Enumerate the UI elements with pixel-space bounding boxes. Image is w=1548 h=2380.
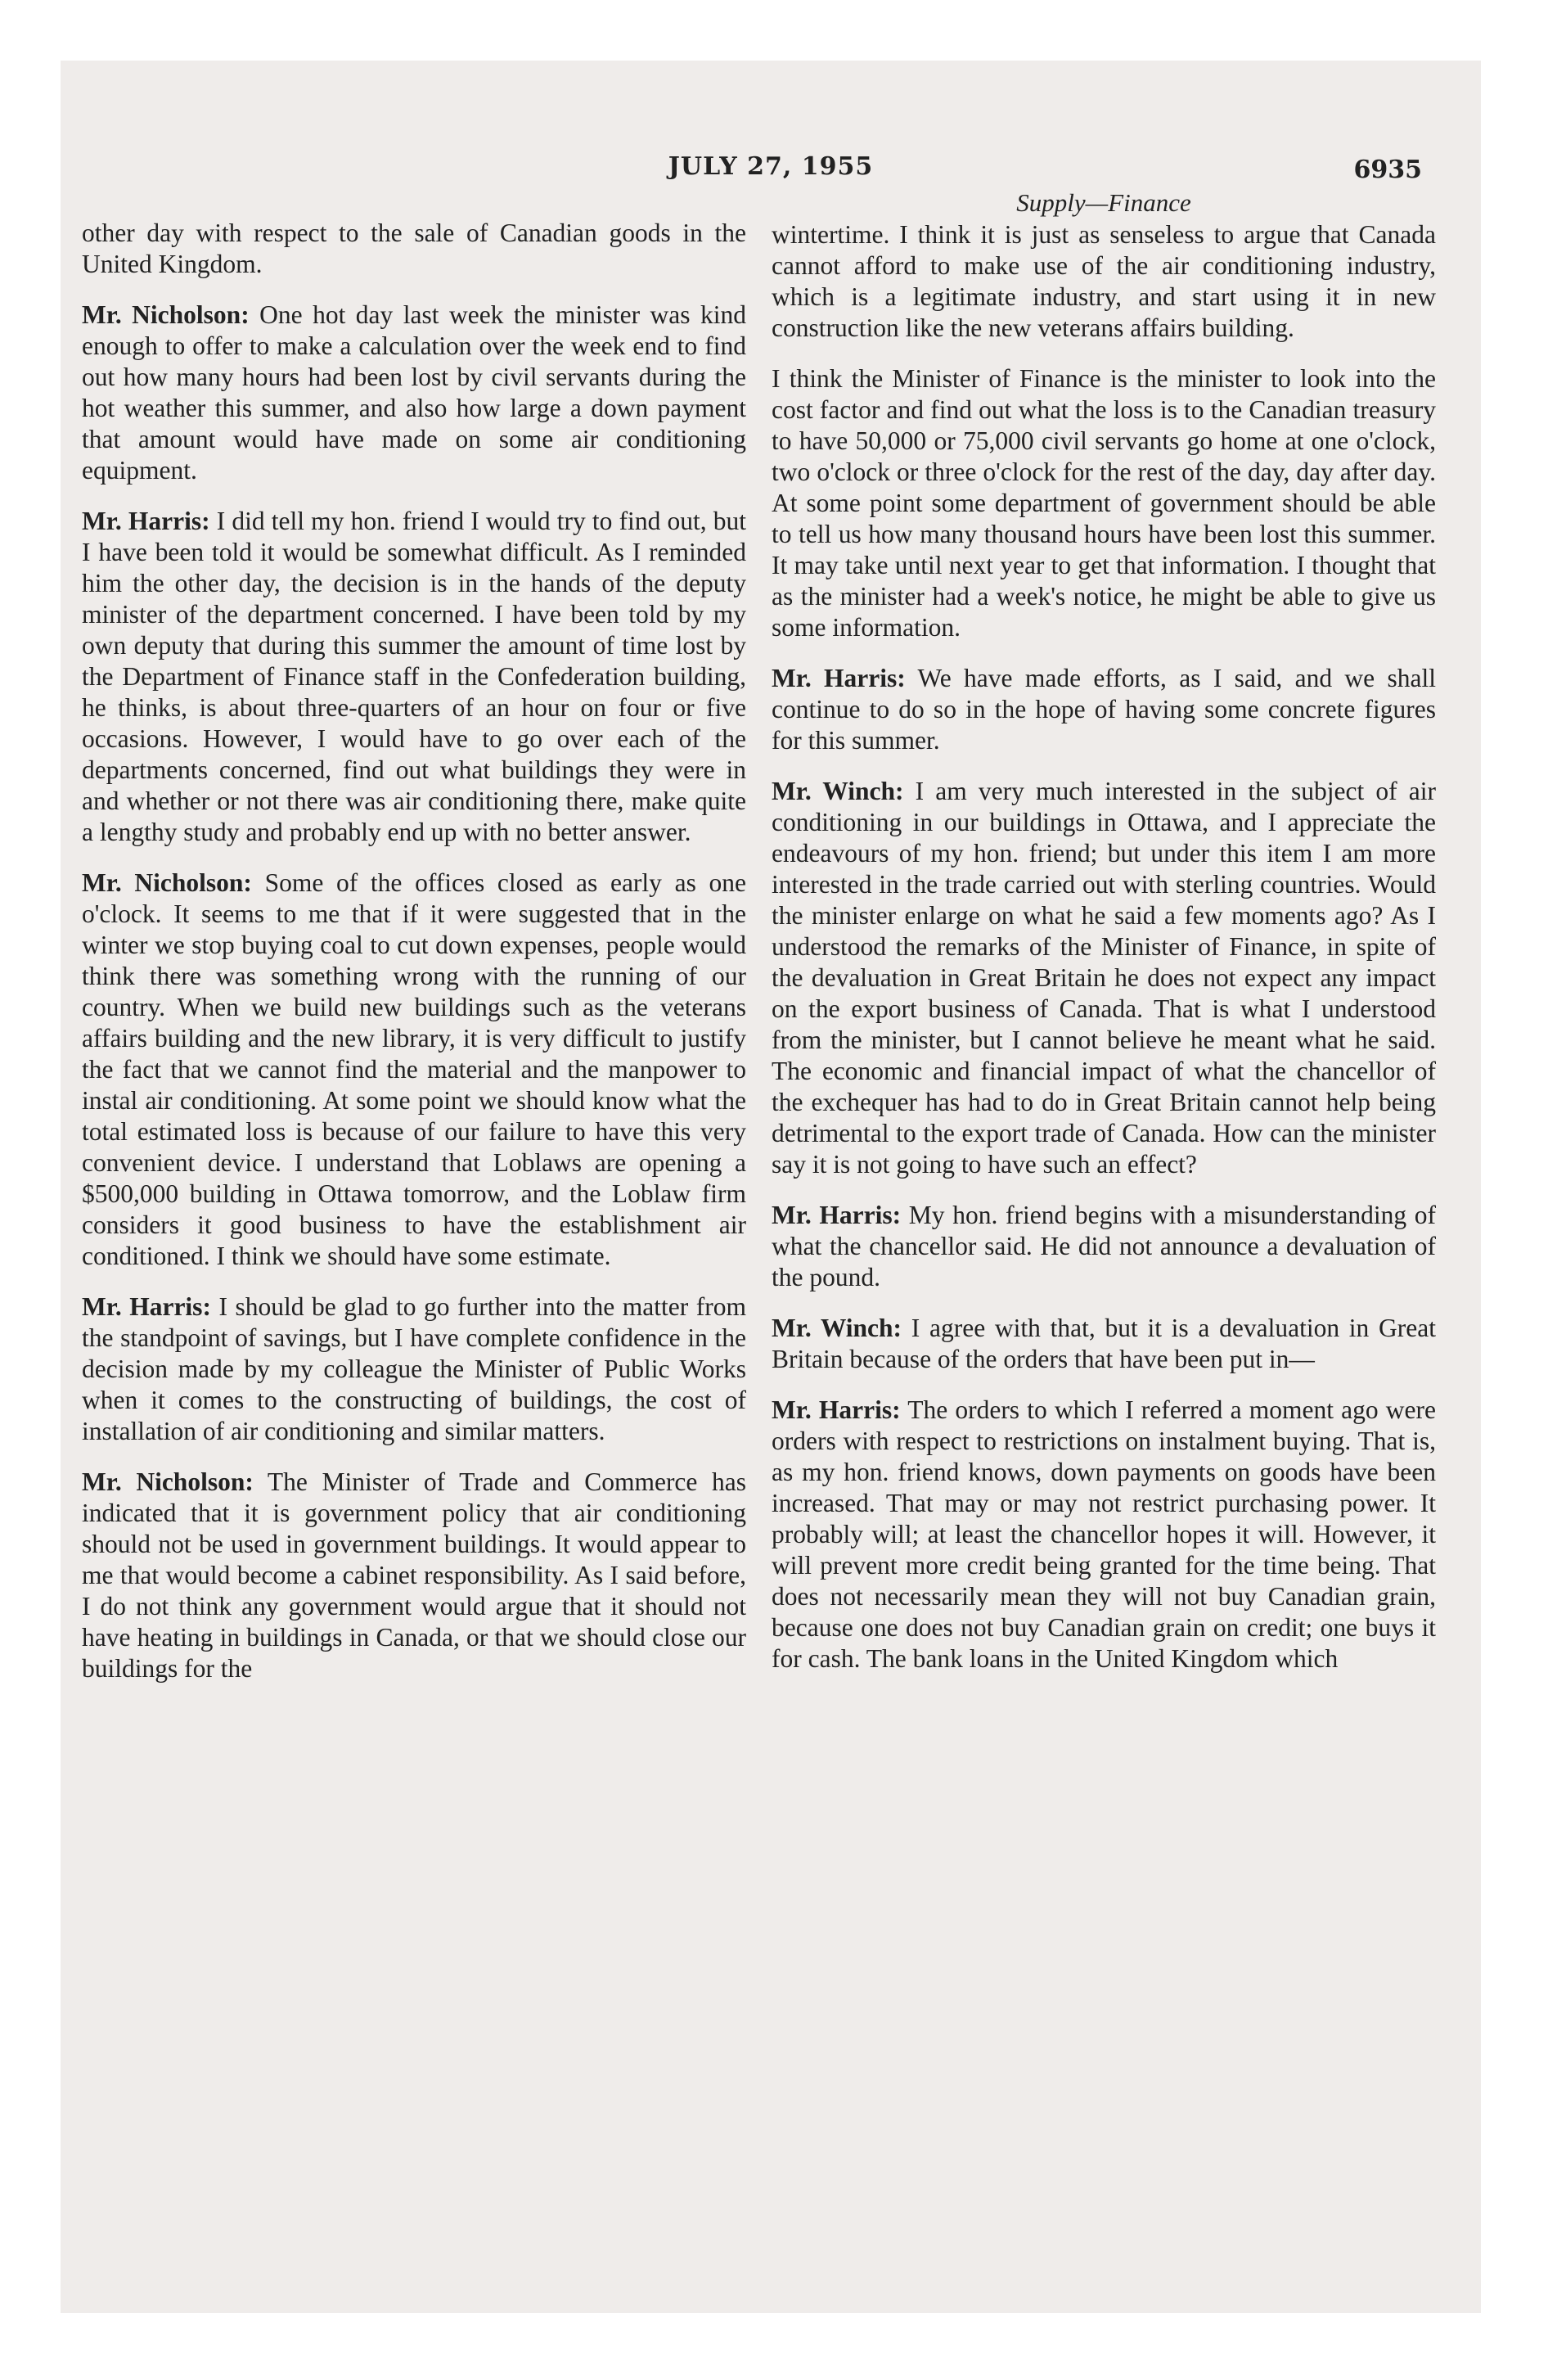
paragraph-text: We have made efforts, as I said, and we shall continue to do so in the hope of having some concrete figures for this summer. <box>772 664 1436 755</box>
paragraph-text: One hot day last week the minister was kind enough to offer to make a calculation over the week end to find out how many hours had been lost by civil servants during the hot weather this summer, and also how large a down payment that amount would have made on some air conditioning equipment. <box>82 300 746 485</box>
paragraph-text: I did tell my hon. friend I would try to find out, but I have been told it would be somewhat difficult. As I reminded him the other day, the decision is in the hands of the deputy minister of the department concerned. I have been told by my own deputy that during this summer the amount of time lost by the Department of Finance staff in the Confederation building, he thinks, is about three-quarters of an hour on four or five occasions. However, I would have to go over each of the departments concerned, find out what buildings they were in and whether or not there was air conditioning there, make quite a lengthy study and probably end up with no better answer. <box>82 507 747 846</box>
speaker-name: Mr. Nicholson: <box>82 300 250 329</box>
paragraph <box>772 363 1436 643</box>
page-date: JULY 27, 1955 <box>668 152 874 181</box>
speaker-name: Mr. Winch: <box>772 1314 902 1342</box>
paragraph-text: I am very much interested in the subject of air conditioning in our buildings in Ottawa, and I appreciate the endeavours of my hon. friend; but under this item I am more interested in the trade carried out with sterling countries. Would the minister enlarge on what he said a few moments ago? As I understood the remarks of the Minister of Finance, in spite of the devaluation in Great Britain he does not expect any impact on the export business of Canada. That is what I understood from the minister, but I cannot believe he meant what he said. The economic and financial impact of what the chancellor of the exchequer has had to do in Great Britain cannot help being detrimental to the export trade of Canada. How can the minister say it is not going to have such an effect? <box>772 777 1436 1179</box>
paragraph-text: I should be glad to go further into the matter from the standpoint of savings, but I have complete confidence in the decision made by my colleague the Minister of Public Works when it comes to the constructing of buildings, the cost of installation of air conditioning and similar matters. <box>82 1292 746 1445</box>
speaker-name: Mr. Harris: <box>82 507 210 535</box>
paragraph-text: The orders to which I referred a moment ago were orders with respect to restrictions on instalment buying. That is, as my hon. friend knows, down payments on goods have been increased. That may or may not restrict purchasing power. It probably will; at least the chancellor hopes it will. However, it will prevent more credit being granted for the time being. That does not necessarily mean they will not buy Canadian grain, because one does not buy Canadian grain on credit; one buys it for cash. The bank loans in the United Kingdom which <box>772 1395 1436 1673</box>
paragraph <box>82 1291 746 1447</box>
speaker-name: Mr. Nicholson: <box>82 1467 254 1496</box>
paragraph-text: wintertime. I think it is just as senseless to argue that Canada cannot afford to make use of the air conditioning industry, which is a legitimate industry, and start using it in new construction like the new veterans affairs building. <box>772 220 1436 342</box>
paragraph <box>82 218 746 280</box>
paragraph-text: My hon. friend begins with a misunderstanding of what the chancellor said. He did not announce a devaluation of the pound. <box>772 1201 1436 1291</box>
paragraph <box>772 1313 1436 1375</box>
paragraph-text: I agree with that, but it is a devaluation in Great Britain because of the orders that have been put in— <box>772 1314 1436 1373</box>
paragraph <box>82 300 746 486</box>
speaker-name: Mr. Harris: <box>772 664 906 692</box>
paragraph-text: The Minister of Trade and Commerce has indicated that it is government policy that air conditioning should not be used in government buildings. It would appear to me that would become a cabinet responsibility. As I said before, I do not think any government would argue that it should not have heating in buildings in Canada, or that we should close our buildings for the <box>82 1467 746 1683</box>
paragraph <box>82 1467 746 1684</box>
section-subhead: Supply—Finance <box>1016 188 1191 217</box>
paragraph <box>772 663 1436 756</box>
paragraph-text: I think the Minister of Finance is the minister to look into the cost factor and find out what the loss is to the Canadian treasury to have 50,000 or 75,000 civil servants go home at one o'clock, two o'clock or three o'clock for the rest of the day, day after day. At some point some department of government should be able to tell us how many thousand hours have been lost this summer. It may take until next year to get that information. I thought that as the minister had a week's notice, he might be able to give us some information. <box>772 364 1436 642</box>
right-column <box>772 188 1436 1694</box>
paragraph-text: other day with respect to the sale of Canadian goods in the United Kingdom. <box>82 219 746 278</box>
paragraph-text: Some of the offices closed as early as one o'clock. It seems to me that if it were suggested that in the winter we stop buying coal to cut down expenses, people would think there was something wrong with the running of our country. When we build new buildings such as the veterans affairs building and the new library, it is very difficult to justify the fact that we cannot find the material and the manpower to instal air conditioning. At some point we should know what the total estimated loss is because of our failure to have this very convenient device. I understand that Loblaws are opening a $500,000 building in Ottawa tomorrow, and the Loblaw firm considers it good business to have the establishment air conditioned. I think we should have some estimate. <box>82 868 747 1270</box>
page-number: 6935 <box>1353 156 1422 184</box>
paragraph <box>772 1200 1436 1293</box>
speaker-name: Mr. Harris: <box>772 1201 902 1229</box>
speaker-name: Mr. Nicholson: <box>82 868 252 897</box>
speaker-name: Mr. Winch: <box>772 777 904 805</box>
left-column <box>82 218 746 1704</box>
paragraph <box>772 1395 1436 1675</box>
speaker-name: Mr. Harris: <box>772 1395 901 1424</box>
paragraph <box>82 868 746 1272</box>
page-header <box>61 152 1481 193</box>
speaker-name: Mr. Harris: <box>82 1292 211 1321</box>
paragraph <box>772 219 1436 344</box>
paragraph <box>82 506 746 848</box>
paragraph <box>772 776 1436 1180</box>
